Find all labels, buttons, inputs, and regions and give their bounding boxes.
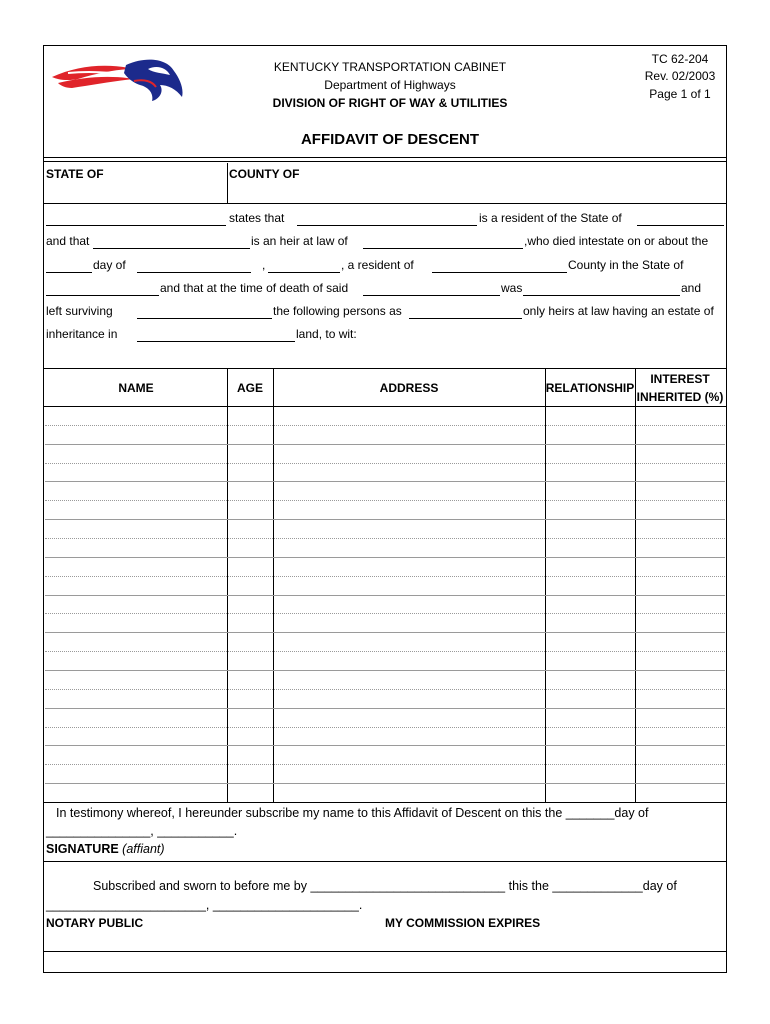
commission-expires-label: MY COMMISSION EXPIRES [385, 916, 541, 930]
table-row[interactable] [45, 745, 725, 746]
death-day-line[interactable] [46, 272, 92, 273]
table-row[interactable] [45, 576, 725, 577]
col-divider-4 [635, 368, 636, 802]
page-number: Page 1 of 1 [649, 87, 711, 101]
table-row[interactable] [45, 444, 725, 445]
heir-name-line[interactable] [93, 248, 250, 249]
resident-state-text: is a resident of the State of [479, 211, 622, 225]
table-row[interactable] [45, 500, 725, 501]
header-divider-2 [43, 161, 727, 162]
death-month-line[interactable] [137, 272, 251, 273]
col-divider-2 [273, 368, 274, 802]
state-county-bottom [43, 203, 727, 204]
decedent-name-line[interactable] [363, 248, 523, 249]
column-header-name: NAME [118, 381, 154, 395]
department-name: Department of Highways [324, 78, 456, 92]
col-divider-1 [227, 368, 228, 802]
table-row[interactable] [45, 613, 725, 614]
table-row[interactable] [45, 727, 725, 728]
decedent-state-line[interactable] [46, 295, 159, 296]
table-row[interactable] [45, 783, 725, 784]
table-row[interactable] [45, 670, 725, 671]
signature-note: (affiant) [122, 842, 165, 856]
table-row[interactable] [45, 651, 725, 652]
form-number: TC 62-204 [651, 52, 709, 66]
table-row[interactable] [45, 632, 725, 633]
table-top [43, 368, 727, 369]
states-that-text: states that [229, 211, 285, 225]
table-row[interactable] [45, 481, 725, 482]
surviving-line[interactable] [137, 318, 272, 319]
comma-text: , [262, 258, 266, 272]
column-header-interest-line2: INHERITED (%) [636, 390, 724, 404]
decedent-name-line-2[interactable] [363, 295, 500, 296]
following-persons-text: the following persons as [273, 304, 402, 318]
notary-date-line[interactable]: _______________________, _____________________. [46, 898, 363, 912]
affiant-residence-line[interactable] [297, 225, 477, 226]
state-label: STATE OF [46, 167, 104, 181]
died-intestate-text: ,who died intestate on or about the [524, 234, 709, 248]
and-text: and [681, 281, 702, 295]
affiant-name-line[interactable] [46, 225, 226, 226]
sworn-text: Subscribed and sworn to before me by ____________________________ this the _____________day of [93, 879, 677, 893]
county-label: COUNTY OF [229, 167, 300, 181]
was-text: was [501, 281, 523, 295]
signature-label-text: SIGNATURE [46, 842, 119, 856]
page-title: AFFIDAVIT OF DESCENT [300, 131, 480, 148]
table-row[interactable] [45, 557, 725, 558]
time-of-death-text: and that at the time of death of said [160, 281, 349, 295]
testimony-date-line[interactable]: _______________, ___________. [46, 824, 238, 838]
signature-divider [43, 861, 727, 862]
column-header-relationship: RELATIONSHIP [545, 381, 635, 395]
agency-name: KENTUCKY TRANSPORTATION CABINET [273, 60, 507, 74]
table-row[interactable] [45, 425, 725, 426]
county-in-state-text: County in the State of [568, 258, 684, 272]
notary-divider [43, 951, 727, 952]
column-header-age: AGE [236, 381, 263, 395]
inheritance-in-text: inheritance in [46, 327, 118, 341]
inheritance-line[interactable] [137, 341, 295, 342]
signature-label [46, 842, 165, 856]
table-row[interactable] [45, 764, 725, 765]
table-row[interactable] [45, 538, 725, 539]
table-row[interactable] [45, 463, 725, 464]
table-row[interactable] [45, 708, 725, 709]
notary-public-label: NOTARY PUBLIC [46, 916, 144, 930]
division-name: DIVISION OF RIGHT OF WAY & UTILITIES [272, 96, 508, 110]
persons-as-line[interactable] [409, 318, 522, 319]
land-to-wit-text: land, to wit: [296, 327, 357, 341]
death-year-line[interactable] [268, 272, 340, 273]
and-that-text: and that [46, 234, 90, 248]
marital-status-line[interactable] [523, 295, 680, 296]
eagle-logo-icon [48, 55, 188, 103]
state-county-divider [227, 163, 228, 203]
table-bottom [43, 802, 727, 803]
table-row[interactable] [45, 519, 725, 520]
column-header-address: ADDRESS [379, 381, 439, 395]
table-row[interactable] [45, 689, 725, 690]
table-row[interactable] [45, 595, 725, 596]
table-header-bottom [43, 406, 727, 407]
a-resident-of-text: , a resident of [341, 258, 414, 272]
left-surviving-text: left surviving [46, 304, 113, 318]
day-of-text: day of [93, 258, 126, 272]
state-of-line[interactable] [637, 225, 724, 226]
col-divider-3 [545, 368, 546, 802]
column-header-interest: INTEREST [650, 372, 710, 386]
decedent-county-line[interactable] [432, 272, 567, 273]
testimony-text: In testimony whereof, I hereunder subscribe my name to this Affidavit of Descent on this the _______day of [56, 806, 649, 820]
only-heirs-text: only heirs at law having an estate of [523, 304, 714, 318]
revision: Rev. 02/2003 [644, 69, 716, 83]
header-divider [43, 157, 727, 158]
heir-at-law-text: is an heir at law of [251, 234, 348, 248]
